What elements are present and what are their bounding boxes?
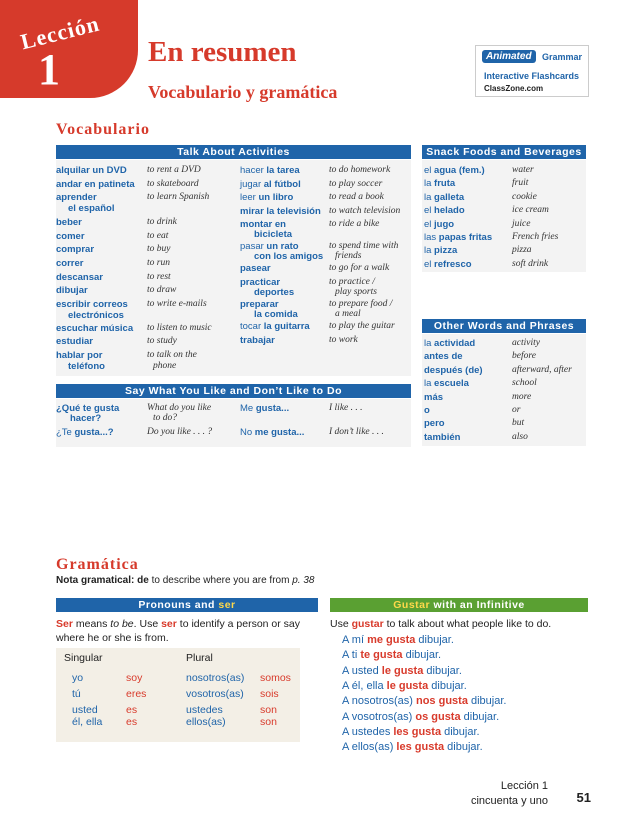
likes-phrase: ¿Qué te gusta <box>56 403 120 414</box>
activity-verb: tocar <box>240 321 264 332</box>
activity-object: un libro <box>258 192 294 204</box>
activity-spanish: escuchar música <box>56 322 134 334</box>
lesson-label: Lección <box>18 10 103 55</box>
gustar-explanation <box>330 617 588 631</box>
activity-spanish: descansar <box>56 271 104 283</box>
word-english: before <box>512 351 536 362</box>
likes-spanish-cont: hacer? <box>70 413 102 424</box>
likes-spanish-b <box>240 427 304 438</box>
activity-object: al fútbol <box>263 178 301 190</box>
pronoun-plural: vosotros(as) <box>186 688 244 700</box>
snacks-bar: Snack Foods and Beverages <box>422 145 586 159</box>
word-article: el <box>424 258 435 270</box>
word-term: pero <box>424 418 445 430</box>
activity-verb: hacer <box>240 165 267 176</box>
word-spanish <box>424 418 445 429</box>
activity-english: to talk on the <box>147 350 197 360</box>
ser-meaning: to be <box>110 618 134 630</box>
word-term: refresco <box>434 258 472 270</box>
ser-form-plural: somos <box>260 672 291 684</box>
grammar-label: Grammar <box>542 52 583 62</box>
word-english: activity <box>512 338 540 348</box>
ser-text-1: means <box>72 618 111 630</box>
animated-grammar-link[interactable] <box>475 45 589 97</box>
word-article: la <box>424 191 435 203</box>
gustar-word: gustar <box>351 618 384 630</box>
page-subtitle: Vocabulario y gramática <box>148 82 338 102</box>
gustar-rest: dibujar. <box>428 679 467 692</box>
activity-english-cont: play sports <box>335 287 377 297</box>
gustar-verb: te gusta <box>360 649 403 662</box>
activity-verb: pasar <box>240 241 267 253</box>
pronouns-bar <box>56 598 318 612</box>
gustar-subject: A ustedes <box>342 725 394 738</box>
activity-object: un rato <box>266 241 299 253</box>
word-term: pizza <box>434 245 458 257</box>
note-word: de <box>137 575 149 586</box>
pronoun-plural: nosotros(as) <box>186 672 245 684</box>
activity-spanish: andar en patineta <box>56 178 135 190</box>
likes-spanish <box>56 427 114 438</box>
activity-verb: jugar <box>240 178 264 190</box>
word-article: la <box>424 245 435 257</box>
gustar-text-2: to talk about what people like to do. <box>383 618 552 630</box>
word-article: el <box>424 205 435 217</box>
likes-phrase: gusta...? <box>74 427 114 438</box>
word-article: la <box>424 378 435 390</box>
likes-english: Do you like . . . ? <box>147 427 213 437</box>
ser-form-singular: soy <box>126 672 143 684</box>
likes-spanish-b <box>240 403 289 414</box>
gustar-line <box>342 633 582 648</box>
activity-spanish: comprar <box>56 244 95 256</box>
activity-spanish-cont: la comida <box>254 309 298 320</box>
likes-phrase-b: me gusta... <box>254 427 305 438</box>
animated-label: Animated <box>482 50 536 63</box>
grammar-note <box>56 575 314 586</box>
activity-object: mirar la televisión <box>240 205 321 217</box>
word-term: escuela <box>434 378 469 390</box>
activities-bar: Talk About Activities <box>56 145 411 159</box>
gustar-verb: le gusta <box>386 679 429 692</box>
likes-pre-b: Me <box>240 403 256 414</box>
activity-spanish-cont: teléfono <box>68 361 105 372</box>
word-spanish <box>424 365 483 376</box>
ser-text-3: to identify a person or say <box>176 618 301 630</box>
ser-text-2: . Use <box>133 618 162 630</box>
activity-spanish: estudiar <box>56 336 93 348</box>
word-spanish <box>424 405 430 416</box>
page-number: 51 <box>576 790 591 805</box>
activity-english: to study <box>147 336 177 347</box>
other-bar: Other Words and Phrases <box>422 319 586 333</box>
activity-english: to practice / <box>329 277 375 287</box>
gustar-line <box>342 740 582 755</box>
word-spanish <box>424 378 469 389</box>
activity-object: practicar <box>240 277 281 288</box>
activity-object: montar en <box>240 219 286 231</box>
activity-english: to rest <box>147 271 171 282</box>
word-english: cookie <box>512 191 537 202</box>
gustar-verb: me gusta <box>367 634 416 646</box>
pronouns-bar-ser: ser <box>218 599 236 611</box>
word-term: después (de) <box>424 364 483 376</box>
activity-object: pasear <box>240 263 271 275</box>
gustar-rest: dibujar. <box>460 710 500 723</box>
activity-english: to watch television <box>329 205 401 216</box>
word-article: el <box>424 165 435 176</box>
word-article: la <box>424 178 435 190</box>
word-term: jugo <box>434 218 455 230</box>
activity-english: to draw <box>147 285 177 296</box>
activity-spanish: comer <box>56 230 85 242</box>
activity-spanish: alquilar un DVD <box>56 165 127 176</box>
word-article: el <box>424 218 435 230</box>
word-term: galleta <box>434 191 465 203</box>
word-term: también <box>424 431 461 443</box>
word-english: school <box>512 378 537 389</box>
activity-spanish <box>240 263 271 274</box>
gustar-line <box>342 694 582 709</box>
activity-english: to ride a bike <box>329 219 380 230</box>
site-label: ClassZone.com <box>484 84 544 93</box>
activity-spanish-cont: electrónicos <box>68 309 124 321</box>
activity-english: to buy <box>147 244 171 255</box>
activity-object: trabajar <box>240 334 275 346</box>
word-english: ice cream <box>512 205 549 216</box>
likes-english-b: I don’t like . . . <box>329 427 384 437</box>
flashcards-label: Interactive Flashcards <box>484 71 580 81</box>
activity-spanish: dibujar <box>56 285 88 297</box>
word-spanish <box>424 432 460 443</box>
lesson-badge <box>0 0 138 98</box>
gustar-subject: A nosotros(as) <box>342 695 416 708</box>
ser-explanation <box>56 617 321 645</box>
pronouns-bar-text: Pronouns and <box>138 599 219 611</box>
activity-object: la tarea <box>266 165 300 176</box>
activity-english: to go for a walk <box>329 263 390 274</box>
likes-english-b: I like . . . <box>329 403 363 413</box>
ser-form-plural: son <box>260 704 277 716</box>
gustar-verb: les gusta <box>393 725 442 738</box>
gustar-subject: A él, ella <box>342 679 387 692</box>
word-term: fruta <box>434 178 456 190</box>
grammar-heading: Gramática <box>56 556 139 573</box>
vocab-heading: Vocabulario <box>56 121 150 138</box>
word-english: but <box>512 418 525 429</box>
ser-form-plural: sois <box>260 688 279 700</box>
pronoun-plural: ustedes <box>186 704 223 716</box>
gustar-line <box>342 664 582 679</box>
word-spanish <box>424 392 443 403</box>
activity-spanish: hablar por <box>56 350 103 361</box>
word-spanish <box>424 165 485 176</box>
pronoun-singular: tú <box>72 688 81 700</box>
activity-english: to work <box>329 334 358 345</box>
likes-bar: Say What You Like and Don’t Like to Do <box>56 384 411 398</box>
word-english: pizza <box>512 245 532 256</box>
footer-words: cincuenta y uno <box>470 795 548 807</box>
activity-english: to drink <box>147 217 177 228</box>
activity-english-cont: phone <box>153 361 177 371</box>
activity-spanish: escribir correos <box>56 298 128 310</box>
gustar-line <box>342 679 582 694</box>
activity-spanish <box>240 179 301 190</box>
activity-english: to eat <box>147 230 169 241</box>
activity-english: to rent a DVD <box>147 165 201 175</box>
activity-english: to run <box>147 258 170 268</box>
pronoun-plural-2: ellos(as) <box>186 716 226 728</box>
gustar-bar <box>330 598 588 612</box>
word-term: actividad <box>434 338 476 349</box>
pronoun-singular-2: él, ella <box>72 716 103 728</box>
activity-object: la guitarra <box>263 321 310 332</box>
word-english: juice <box>512 218 531 229</box>
ser-word: Ser <box>56 618 73 630</box>
page-title: En resumen <box>148 36 297 68</box>
footer-lesson: Lección 1 <box>500 780 548 792</box>
word-english: or <box>512 405 521 415</box>
word-spanish <box>424 232 492 243</box>
activity-spanish <box>240 335 275 346</box>
word-article: las <box>424 232 439 243</box>
word-spanish <box>424 245 457 256</box>
likes-english: What do you like <box>147 403 212 413</box>
gustar-subject: A usted <box>342 664 382 677</box>
activity-spanish <box>240 165 300 176</box>
header-singular: Singular <box>64 652 103 664</box>
word-english: fruit <box>512 178 529 189</box>
gustar-verb: nos gusta <box>415 695 468 708</box>
gustar-subject: A vosotros(as) <box>342 710 416 723</box>
word-spanish <box>424 192 464 203</box>
gustar-rest: dibujar. <box>402 649 442 662</box>
pronoun-singular: usted <box>72 704 98 716</box>
gustar-bar-text: with an Infinitive <box>430 599 525 611</box>
activity-english: to write e-mails <box>147 298 207 309</box>
activity-spanish-cont: el español <box>68 203 115 215</box>
likes-pre: ¿Te <box>56 427 75 438</box>
word-spanish <box>424 259 472 270</box>
activity-spanish: aprender <box>56 192 97 204</box>
activity-spanish-cont: con los amigos <box>254 251 324 263</box>
likes-english-cont: to do? <box>153 413 178 423</box>
word-english: also <box>512 431 528 442</box>
ser-text-4: where he or she is from. <box>56 632 169 644</box>
activity-spanish <box>240 206 321 217</box>
word-term: helado <box>434 205 465 217</box>
activity-english: to learn Spanish <box>147 192 210 203</box>
word-term: agua (fem.) <box>434 165 485 176</box>
gustar-verb: les gusta <box>396 741 445 754</box>
note-page: p. 38 <box>292 575 315 586</box>
word-english: French fries <box>512 232 559 242</box>
gustar-rest: dibujar. <box>423 664 462 677</box>
header-plural: Plural <box>186 652 213 664</box>
gustar-rest: dibujar. <box>441 725 480 738</box>
pronoun-singular: yo <box>72 672 84 684</box>
gustar-subject: A ti <box>342 649 361 662</box>
ser-form-singular: es <box>126 704 138 716</box>
gustar-rest: dibujar. <box>444 741 483 754</box>
activity-english-cont: friends <box>335 251 362 262</box>
word-article: la <box>424 338 435 349</box>
activity-english: to spend time with <box>329 241 399 252</box>
activity-english: to listen to music <box>147 322 212 333</box>
activity-english: to play the guitar <box>329 321 395 331</box>
note-text: to describe where you are from <box>151 575 290 586</box>
activity-spanish: beber <box>56 217 82 229</box>
likes-phrase-b: gusta... <box>255 403 290 414</box>
likes-pre-b: No <box>240 427 255 438</box>
gustar-text-1: Use <box>330 618 352 630</box>
word-spanish <box>424 205 465 216</box>
activity-spanish-cont: deportes <box>254 287 295 298</box>
word-english: soft drink <box>512 258 549 269</box>
gustar-line <box>342 725 582 740</box>
activity-english: to play soccer <box>329 178 383 189</box>
lesson-number: 1 <box>38 45 60 94</box>
activity-english-cont: a meal <box>335 309 361 319</box>
activity-spanish <box>240 321 310 332</box>
ser-form-plural-2: son <box>260 716 277 728</box>
gustar-rest: dibujar. <box>415 634 454 646</box>
activity-english: to do homework <box>329 165 391 175</box>
gustar-bar-word: Gustar <box>393 599 431 611</box>
activity-spanish: correr <box>56 258 84 269</box>
gustar-rest: dibujar. <box>467 695 507 708</box>
word-spanish <box>424 338 475 349</box>
word-english: afterward, after <box>512 364 572 375</box>
ser-form-singular: eres <box>126 688 147 700</box>
gustar-subject: A ellos(as) <box>342 741 397 754</box>
activity-object: preparar <box>240 299 279 310</box>
gustar-verb: le gusta <box>381 664 424 677</box>
activity-spanish <box>240 192 293 203</box>
word-spanish <box>424 219 454 230</box>
word-spanish <box>424 178 455 189</box>
activity-english: to prepare food / <box>329 299 393 309</box>
ser-word-2: ser <box>161 618 177 630</box>
word-term: o <box>424 405 430 416</box>
activity-spanish-cont: bicicleta <box>254 229 293 241</box>
note-label: Nota gramatical: <box>56 575 135 586</box>
activity-english: to skateboard <box>147 178 199 189</box>
activity-english: to read a book <box>329 192 384 203</box>
gustar-subject: A mí <box>342 634 368 646</box>
word-english: water <box>512 165 534 175</box>
activity-verb: leer <box>240 192 259 204</box>
word-term: antes de <box>424 351 463 363</box>
word-spanish <box>424 351 463 362</box>
gustar-verb: os gusta <box>415 710 461 723</box>
word-english: more <box>512 391 532 402</box>
ser-form-singular-2: es <box>126 716 138 728</box>
word-term: más <box>424 391 444 403</box>
word-term: papas fritas <box>438 232 493 243</box>
gustar-line <box>342 648 582 663</box>
gustar-line <box>342 710 582 725</box>
